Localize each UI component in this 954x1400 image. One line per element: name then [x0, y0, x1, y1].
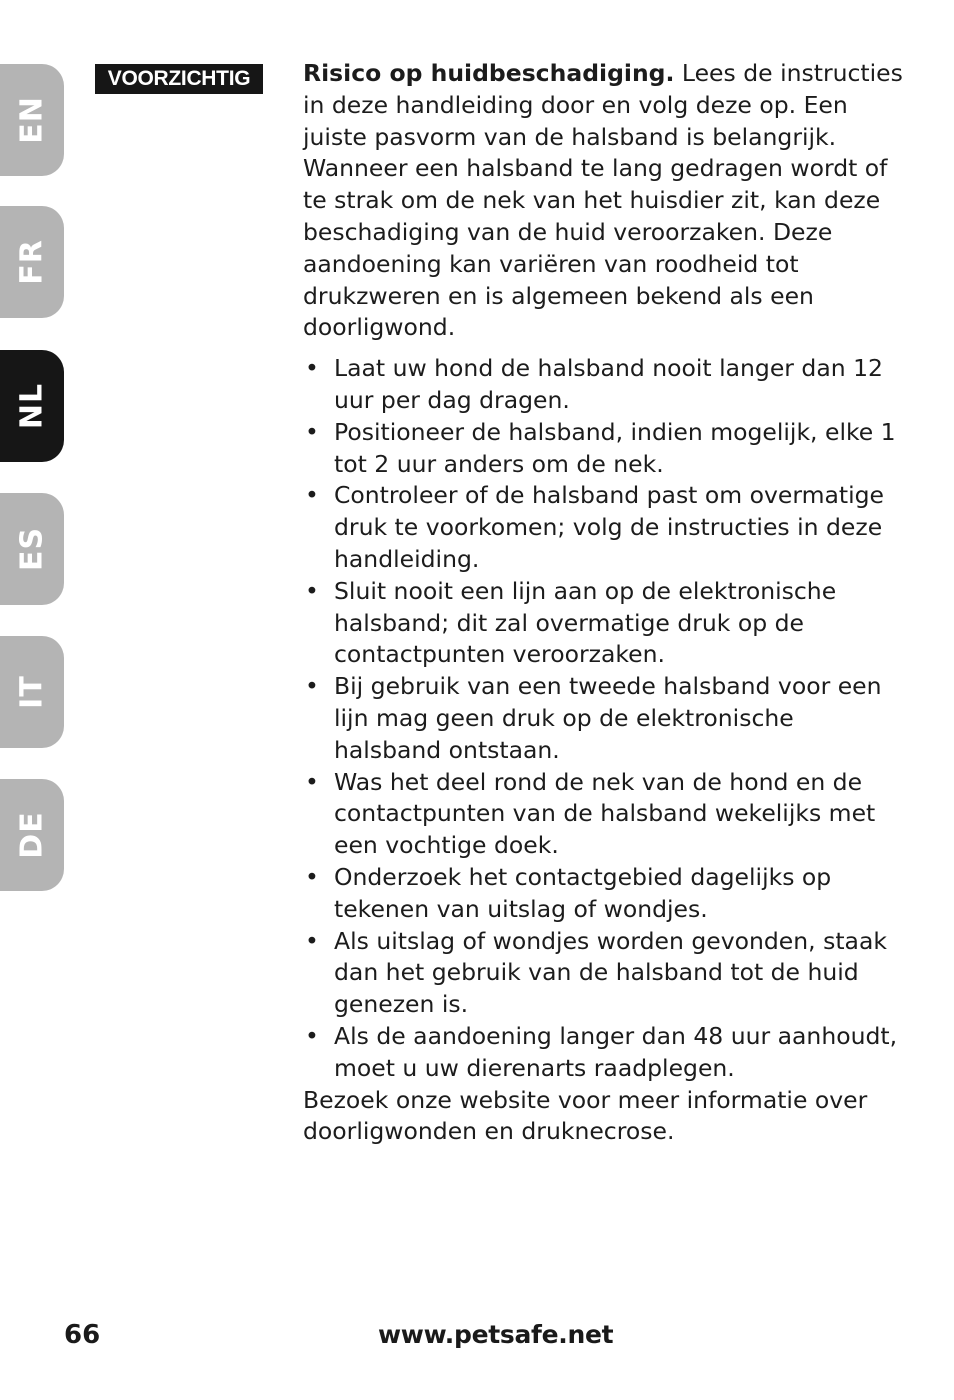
language-tab-it[interactable] [0, 636, 64, 748]
list-item-text: Laat uw hond de halsband nooit langer dan 12 uur per dag dragen. [334, 354, 884, 414]
precaution-list [303, 353, 903, 1084]
language-tab-label: EN [14, 96, 50, 144]
language-tab-es[interactable] [0, 493, 64, 605]
bullet-icon: • [305, 672, 319, 701]
bullet-icon: • [305, 354, 319, 383]
list-item-text: Als de aandoening langer dan 48 uur aanhoudt, moet u uw dierenarts raadplegen. [334, 1021, 898, 1082]
bullet-icon: • [305, 417, 319, 446]
list-item [303, 576, 903, 671]
list-item-text: Controleer of de halsband past om overmatige druk te voorkomen; volg de instructies in deze handleiding. [334, 481, 885, 573]
bullet-icon: • [305, 481, 319, 510]
language-tab-label: DE [14, 811, 50, 859]
language-tab-label: FR [14, 239, 50, 285]
list-item [303, 1021, 903, 1085]
caution-badge: VOORZICHTIG [95, 64, 263, 94]
page-number: 66 [64, 1320, 101, 1350]
list-item-text: Positioneer de halsband, indien mogelijk, elke 1 tot 2 uur anders om de nek. [334, 417, 896, 478]
list-item [303, 480, 903, 575]
list-item [303, 417, 903, 481]
language-tab-label: NL [14, 382, 50, 430]
closing-paragraph: Bezoek onze website voor meer informatie over doorligwonden en druknecrose. [303, 1085, 868, 1146]
list-item [303, 353, 903, 417]
bullet-icon: • [305, 862, 319, 891]
list-item-text: Bij gebruik van een tweede halsband voor een lijn mag geen druk op de elektronische halsband ontstaan. [334, 672, 882, 764]
warning-content [303, 58, 903, 1148]
list-item [303, 671, 903, 766]
bullet-icon: • [305, 576, 319, 605]
language-tabs [0, 0, 64, 1400]
bullet-icon: • [305, 1021, 319, 1050]
intro-text: Lees de instructies in deze handleiding door en volg deze op. Een juiste pasvorm van de halsband is belangrijk. Wanneer een halsband te lang gedragen wordt of te strak om de nek van het huisdier zit, kan deze beschadiging van de huid veroorzaken. Deze aandoening kan variëren van roodheid tot drukzweren en is algemeen bekend als een doorligwond. [303, 59, 903, 342]
bullet-icon: • [305, 926, 319, 955]
list-item-text: Als uitslag of wondjes worden gevonden, staak dan het gebruik van de halsband tot de huid genezen is. [334, 926, 887, 1019]
list-item-text: Sluit nooit een lijn aan op de elektronische halsband; dit zal overmatige druk op de contactpunten veroorzaken. [334, 576, 837, 669]
bullet-icon: • [305, 767, 319, 796]
language-tab-nl[interactable] [0, 350, 64, 462]
language-tab-label: IT [14, 675, 50, 709]
language-tab-fr[interactable] [0, 206, 64, 318]
intro-lead: Risico op huidbeschadiging. [303, 59, 675, 87]
list-item [303, 862, 903, 926]
list-item-text: Onderzoek het contactgebied dagelijks op tekenen van uitslag of wondjes. [334, 862, 832, 923]
list-item [303, 926, 903, 1021]
language-tab-en[interactable] [0, 64, 64, 176]
intro-paragraph [303, 58, 903, 344]
website-link[interactable]: www.petsafe.net [378, 1320, 614, 1349]
language-tab-label: ES [14, 526, 50, 572]
list-item-text: Was het deel rond de nek van de hond en de contactpunten van de halsband wekelijks met een vochtige doek. [334, 767, 876, 860]
language-tab-de[interactable] [0, 779, 64, 891]
list-item [303, 767, 903, 862]
